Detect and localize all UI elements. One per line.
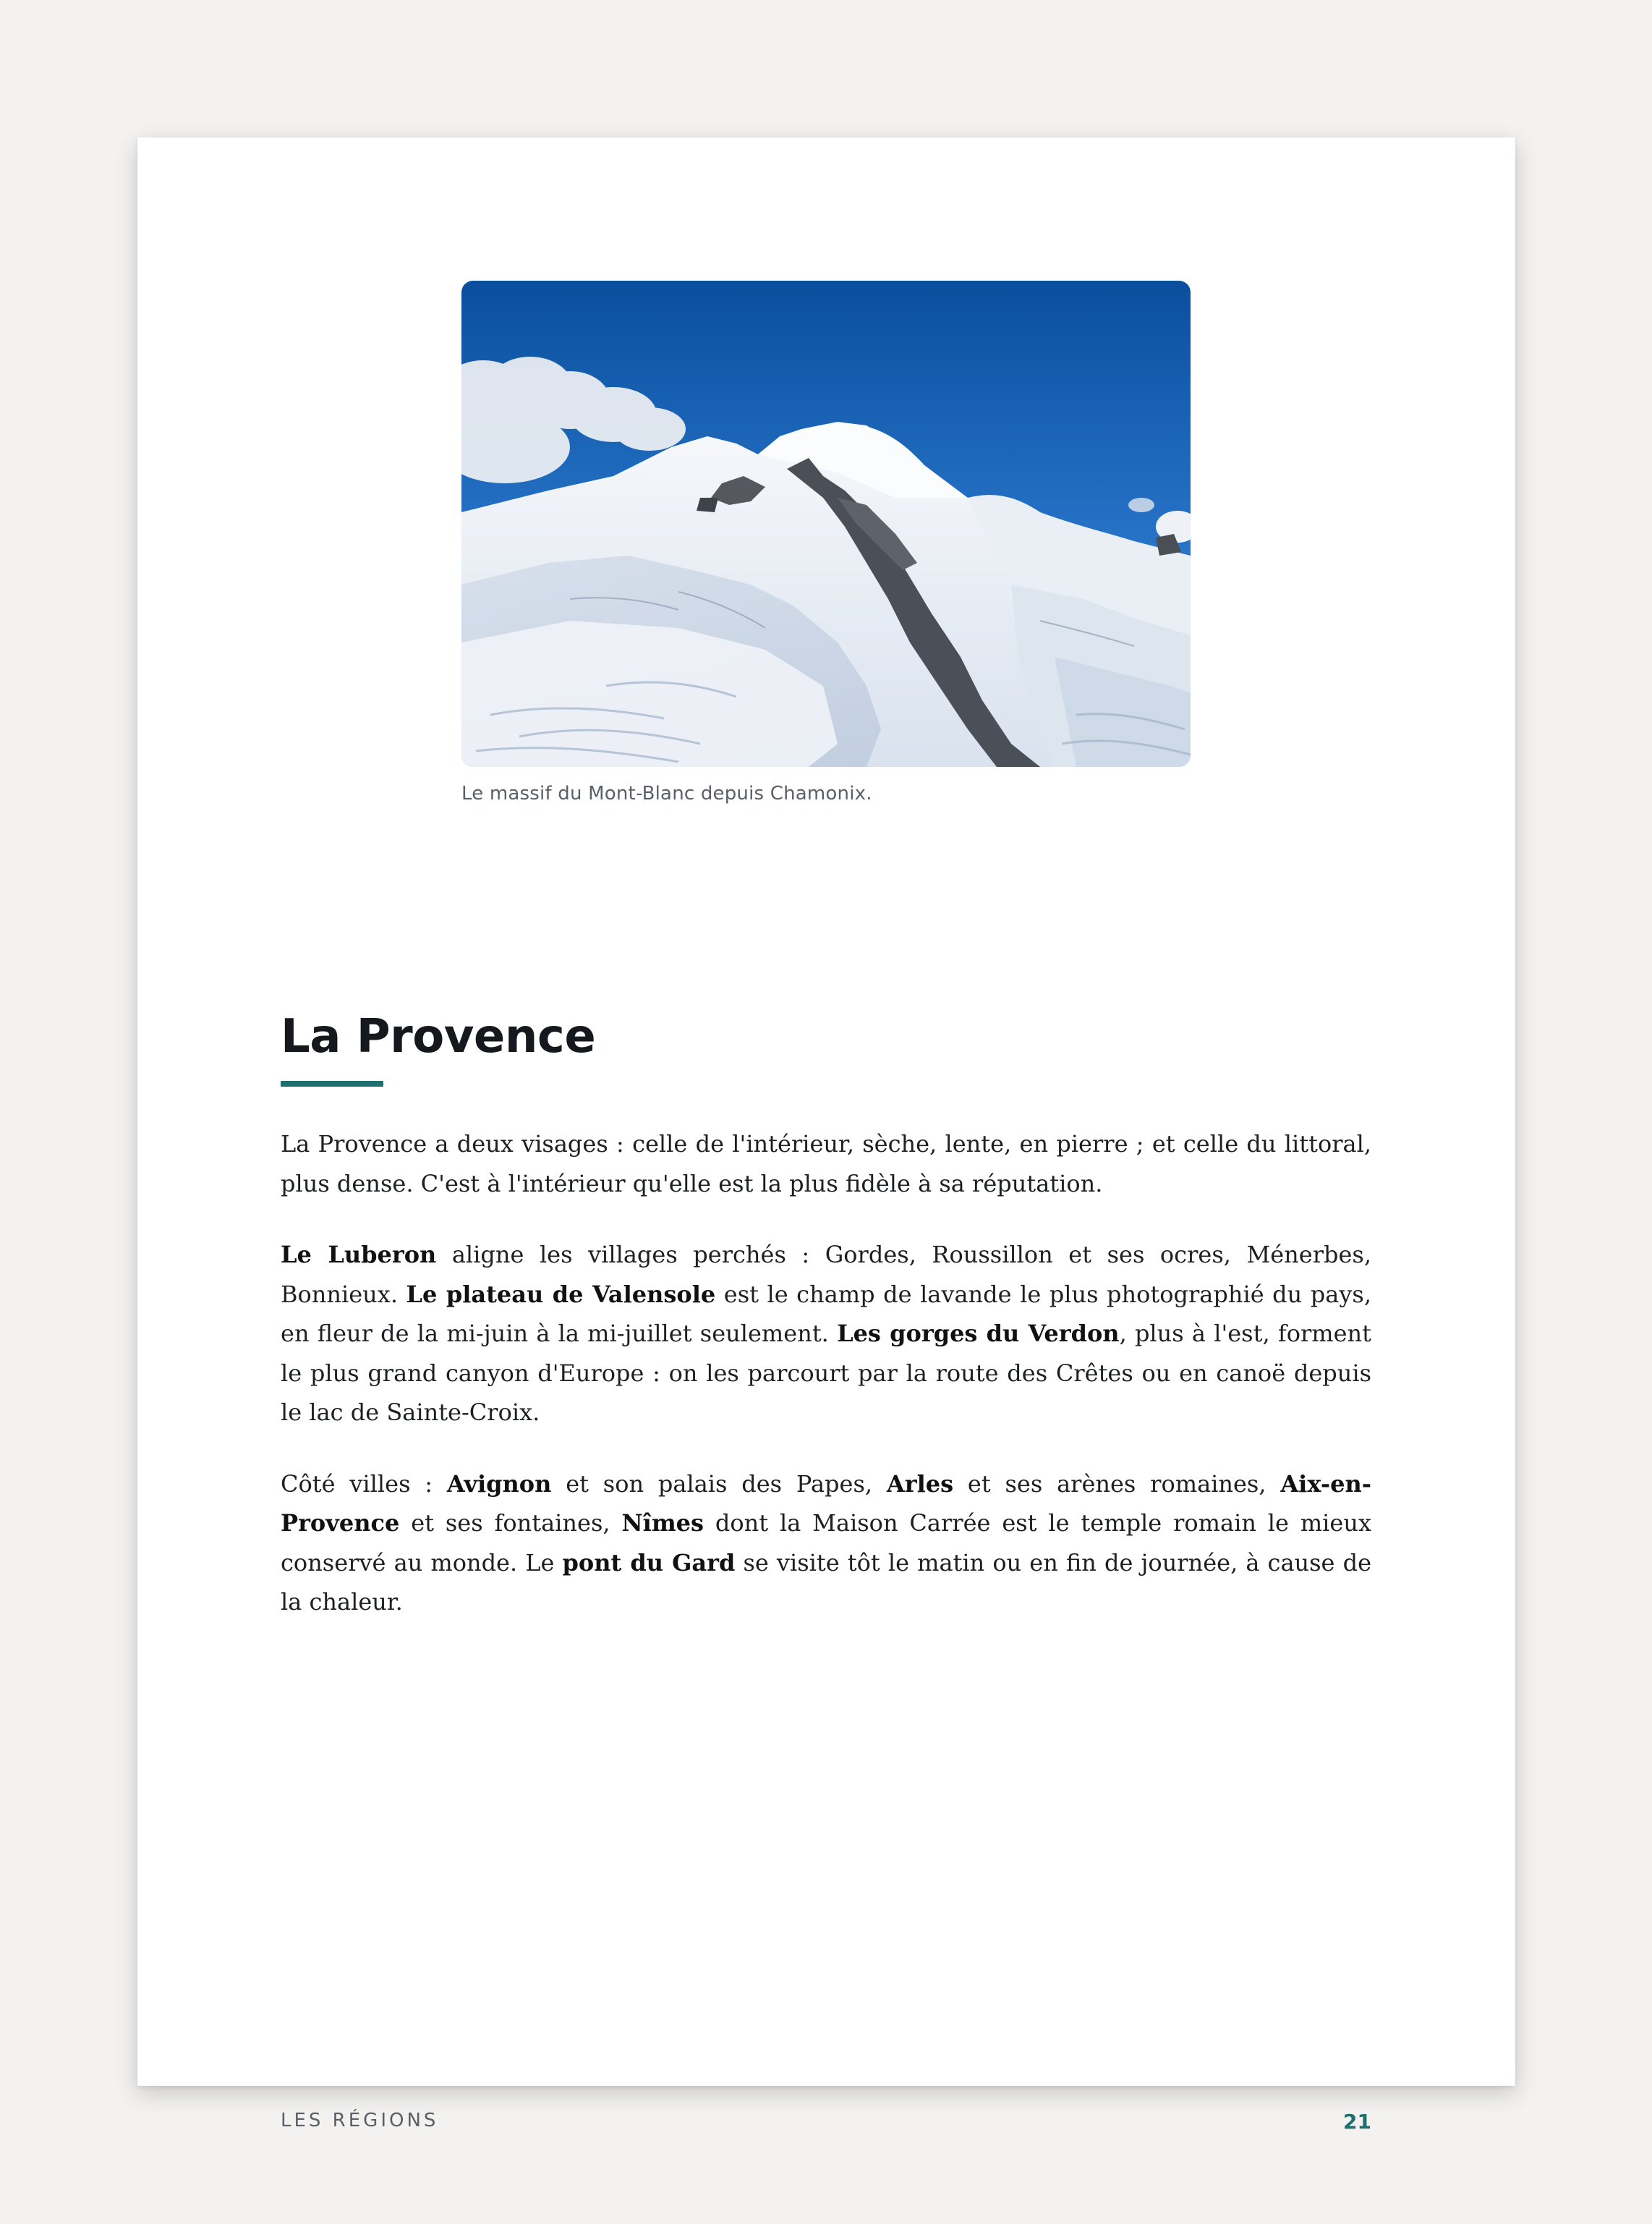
text-run: se visite tôt le matin ou en fin de journée, à cause de la chaleur. <box>281 1548 1371 1616</box>
text-run: est le champ de lavande le plus photographié du pays, en fleur de la mi-juin à la mi-juillet seulement. <box>281 1280 1372 1348</box>
bold-term: Avignon <box>446 1469 552 1498</box>
bold-term: pont du Gard <box>562 1548 736 1576</box>
bold-term: Le plateau de Valensole <box>406 1280 716 1308</box>
figure-caption: Le massif du Mont-Blanc depuis Chamonix. <box>461 783 872 805</box>
running-section-label: LES RÉGIONS <box>281 2110 439 2131</box>
text-run: , plus à l'est, forment le plus grand canyon d'Europe : on les parcourt par la route des Crêtes ou en canoë depuis le lac de Sainte-Croix. <box>281 1320 1372 1427</box>
bold-term: Aix-en-Provence <box>281 1469 1372 1537</box>
page-number: 21 <box>1343 2110 1371 2134</box>
mountain-photo <box>461 281 1191 767</box>
text-run: et ses fontaines, <box>399 1509 622 1537</box>
document-page <box>137 137 1515 2134</box>
figure <box>461 281 1191 805</box>
section-content <box>281 1011 1371 1654</box>
text-run: La Provence a deux visages : celle de l'intérieur, sèche, lente, en pierre ; et celle du littoral, plus dense. C'est à l'intérieur qu'elle est la plus fidèle à sa réputation. <box>281 1130 1371 1197</box>
page-footer <box>281 2110 1371 2139</box>
paragraph <box>281 1124 1371 1203</box>
paragraph <box>281 1235 1371 1433</box>
bold-term: Le Luberon <box>281 1241 437 1269</box>
text-run: et ses arènes romaines, <box>953 1469 1281 1498</box>
text-run: dont la Maison Carrée est le temple romain le mieux conservé au monde. Le <box>281 1509 1372 1576</box>
text-run: et son palais des Papes, <box>551 1469 887 1498</box>
bold-term: Arles <box>886 1469 954 1498</box>
paragraph <box>281 1464 1371 1622</box>
title-underline <box>281 1081 383 1087</box>
bold-term: Nîmes <box>621 1509 704 1537</box>
text-run: aligne les villages perchés : Gordes, Roussillon et ses ocres, Ménerbes, Bonnieux. <box>281 1241 1372 1308</box>
section-title: La Provence <box>281 1010 596 1064</box>
body-text <box>281 1124 1371 1622</box>
text-run: Côté villes : <box>281 1469 447 1498</box>
bold-term: Les gorges du Verdon <box>837 1320 1120 1348</box>
